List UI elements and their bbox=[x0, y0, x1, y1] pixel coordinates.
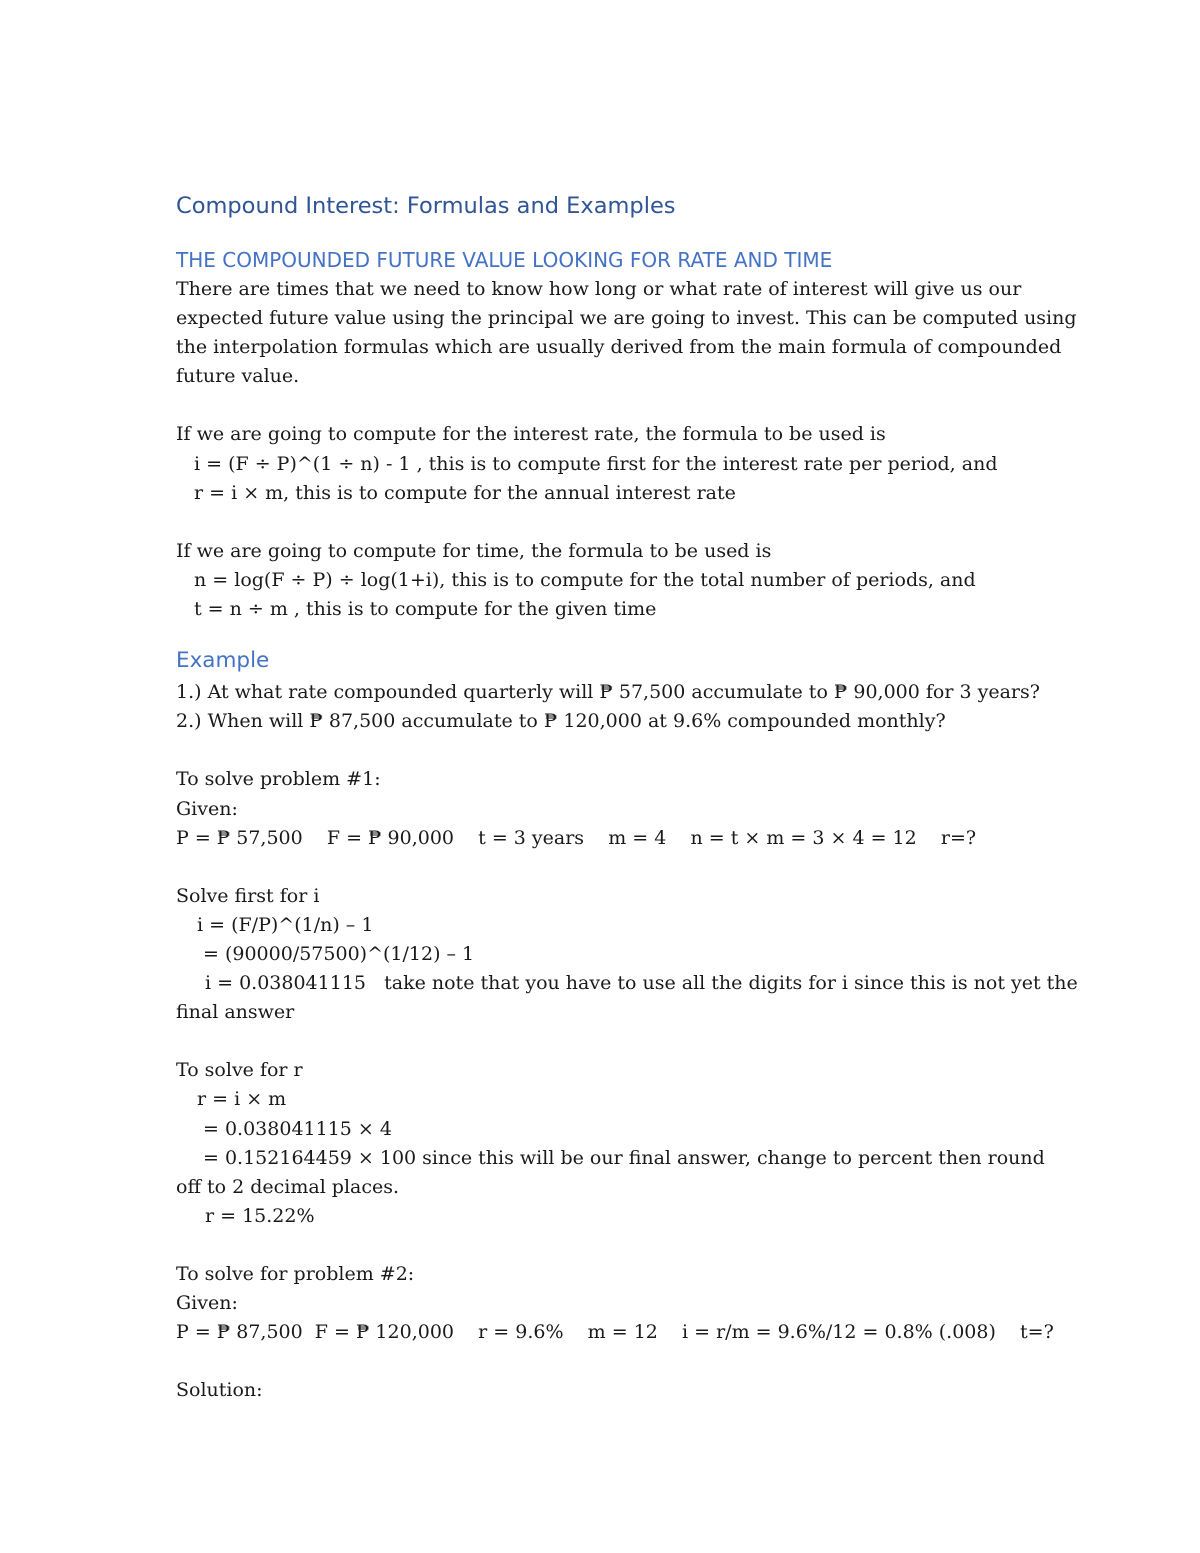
example-question-2: 2.) When will ₱ 87,500 accumulate to ₱ 120,000 at 9.6% compounded monthly? bbox=[176, 710, 946, 733]
blank-line bbox=[176, 853, 1036, 882]
i-step-2: = (90000/57500)^(1/12) – 1 bbox=[203, 942, 475, 965]
intro-line: the interpolation formulas which are usually derived from the main formula of compounded bbox=[176, 336, 1062, 359]
given-label: Given: bbox=[176, 1292, 238, 1315]
time-formula-n: n = log(F ÷ P) ÷ log(1+i), this is to compute for the total number of periods, and bbox=[194, 568, 976, 591]
blank-line bbox=[176, 508, 1036, 537]
intro-line: There are times that we need to know how long or what rate of interest will give us our bbox=[176, 278, 1022, 300]
rate-formula-intro: If we are going to compute for the interest rate, the formula to be used is bbox=[176, 423, 886, 446]
example-question-1: 1.) At what rate compounded quarterly will ₱ 57,500 accumulate to ₱ 90,000 for 3 years? bbox=[176, 681, 1040, 704]
time-formula-block bbox=[176, 537, 1036, 624]
r-step-2: = 0.038041115 × 4 bbox=[203, 1117, 392, 1140]
intro-line: future value. bbox=[176, 365, 300, 388]
i-step-3-continued: final answer bbox=[176, 1001, 295, 1024]
solve-i-label: Solve first for i bbox=[176, 884, 320, 907]
problem-1-solution bbox=[176, 765, 1078, 1231]
intro-line: expected future value using the principal we are going to invest. This can be computed using bbox=[176, 307, 1077, 330]
rate-formula-block bbox=[176, 420, 1036, 507]
document-title: Compound Interest: Formulas and Examples bbox=[176, 193, 676, 219]
r-step-1: r = i × m bbox=[197, 1088, 287, 1111]
section-heading: THE COMPOUNDED FUTURE VALUE LOOKING FOR RATE AND TIME bbox=[176, 248, 833, 272]
problem-1-heading: To solve problem #1: bbox=[176, 768, 381, 791]
time-formula-intro: If we are going to compute for time, the formula to be used is bbox=[176, 539, 772, 562]
blank-line bbox=[176, 736, 1036, 765]
r-result: r = 15.22% bbox=[205, 1204, 315, 1227]
blank-line bbox=[176, 1027, 1036, 1056]
rate-formula-i: i = (F ÷ P)^(1 ÷ n) - 1 , this is to compute first for the interest rate per period, and bbox=[194, 452, 998, 475]
r-step-3-continued: off to 2 decimal places. bbox=[176, 1175, 400, 1198]
example-questions bbox=[176, 678, 1040, 736]
solve-r-label: To solve for r bbox=[176, 1059, 303, 1082]
document-body bbox=[176, 189, 1078, 1405]
i-step-1: i = (F/P)^(1/n) – 1 bbox=[197, 913, 374, 936]
i-step-3: i = 0.038041115 take note that you have to use all the digits for i since this is not yet the bbox=[205, 972, 1078, 995]
rate-formula-r: r = i × m, this is to compute for the annual interest rate bbox=[194, 481, 736, 504]
given-values: P = ₱ 87,500 F = ₱ 120,000 r = 9.6% m = 12 i = r/m = 9.6%/12 = 0.8% (.008) t=? bbox=[176, 1321, 1054, 1344]
example-heading: Example bbox=[176, 648, 270, 674]
given-values: P = ₱ 57,500 F = ₱ 90,000 t = 3 years m = 4 n = t × m = 3 × 4 = 12 r=? bbox=[176, 826, 977, 849]
intro-paragraph bbox=[176, 275, 1077, 391]
blank-line bbox=[176, 1347, 1036, 1376]
blank-line bbox=[176, 1231, 1036, 1260]
problem-2-solution bbox=[176, 1260, 1054, 1405]
given-label: Given: bbox=[176, 797, 238, 820]
time-formula-t: t = n ÷ m , this is to compute for the given time bbox=[194, 598, 657, 621]
solution-label: Solution: bbox=[176, 1379, 263, 1402]
spacer bbox=[176, 624, 1036, 644]
r-step-3: = 0.152164459 × 100 since this will be our final answer, change to percent then round bbox=[203, 1146, 1045, 1169]
blank-line bbox=[176, 391, 1036, 420]
problem-2-heading: To solve for problem #2: bbox=[176, 1263, 415, 1285]
